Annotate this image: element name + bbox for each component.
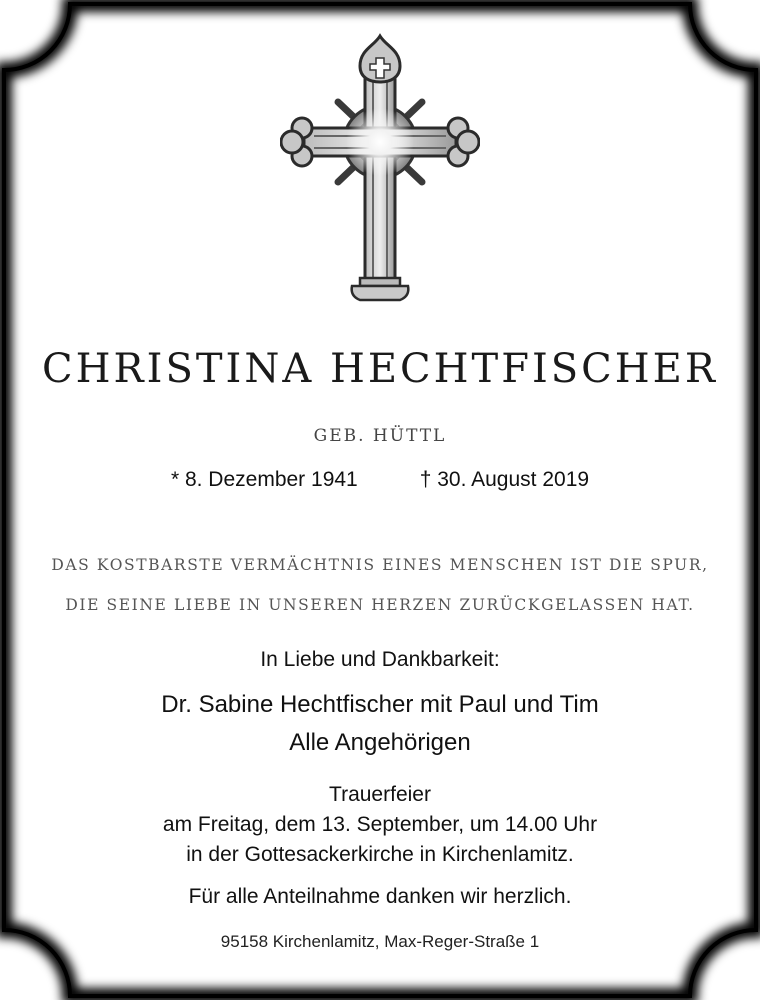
funeral-service-info — [0, 780, 760, 870]
memorial-quote — [0, 545, 760, 625]
family-address: 95158 Kirchenlamitz, Max-Reger-Straße 1 — [220, 932, 540, 951]
quote-line: DAS KOSTBARSTE VERMÄCHTNIS EINES MENSCHEN IST DIE SPUR, — [51, 556, 709, 574]
thanks-intro: In Liebe und Dankbarkeit: — [260, 648, 500, 671]
mourner-line: Dr. Sabine Hechtfischer mit Paul und Tim — [161, 691, 599, 718]
cross-icon — [280, 32, 480, 310]
birth-date: * 8. Dezember 1941 — [170, 468, 358, 491]
mourners-list — [0, 686, 760, 762]
ceremony-location: in der Gottesackerkirche in Kirchenlamitz. — [186, 843, 574, 866]
ceremony-date: am Freitag, dem 13. September, um 14.00 Uhr — [162, 813, 598, 836]
maiden-name: GEB. HÜTTL — [313, 426, 447, 446]
mourner-line: Alle Angehörigen — [289, 729, 471, 756]
quote-line: DIE SEINE LIEBE IN UNSEREN HERZEN ZURÜCKGELASSEN HAT. — [65, 596, 695, 614]
closing-thanks: Für alle Anteilnahme danken wir herzlich. — [188, 885, 572, 908]
death-date: † 30. August 2019 — [419, 468, 590, 491]
life-dates — [0, 468, 760, 492]
deceased-name: CHRISTINA HECHTFISCHER — [42, 346, 718, 392]
ceremony-title: Trauerfeier — [329, 783, 431, 806]
